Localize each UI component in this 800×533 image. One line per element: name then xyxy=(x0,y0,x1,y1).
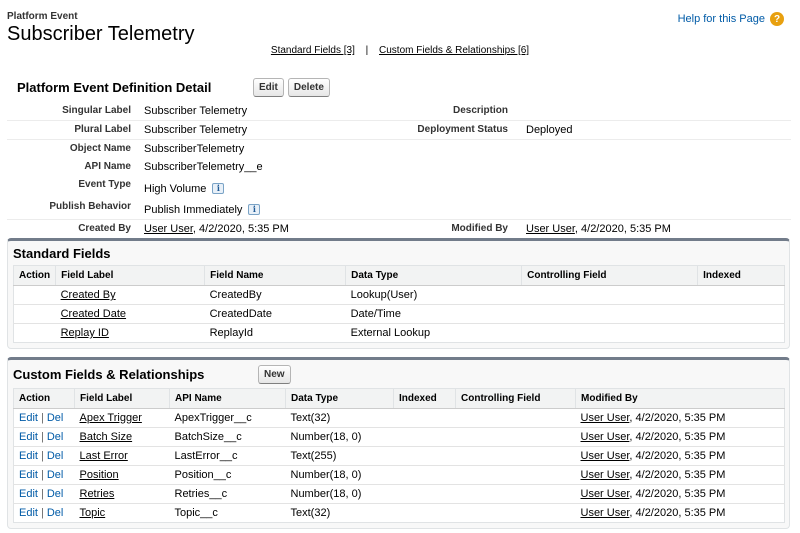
indexed-cell xyxy=(698,286,785,305)
custom-fields-title: Custom Fields & Relationships xyxy=(13,366,205,382)
indexed-cell xyxy=(698,305,785,324)
column-header: Controlling Field xyxy=(522,266,698,286)
data-type-cell: Date/Time xyxy=(346,305,522,324)
event-type-value: High Volume xyxy=(144,183,207,195)
edit-link[interactable]: Edit xyxy=(19,412,38,424)
modified-by-date: , 4/2/2020, 5:35 PM xyxy=(629,412,726,424)
column-header: API Name xyxy=(170,389,286,409)
object-name-value: SubscriberTelemetry xyxy=(144,143,245,155)
field-label-link[interactable]: Created By xyxy=(60,289,116,301)
field-name-cell: CreatedBy xyxy=(205,286,346,305)
column-header: Data Type xyxy=(286,389,394,409)
data-type-cell: Number(18, 0) xyxy=(286,485,394,504)
field-label-cell xyxy=(75,504,170,523)
controlling-field-cell xyxy=(456,409,576,428)
modified-by-date: , 4/2/2020, 5:35 PM xyxy=(629,507,726,519)
action-separator: | xyxy=(40,450,44,462)
definition-detail-section xyxy=(7,72,791,238)
deployment-status-value: Deployed xyxy=(526,121,791,140)
field-label-link[interactable]: Batch Size xyxy=(79,431,133,443)
column-header: Action xyxy=(14,389,75,409)
controlling-field-cell xyxy=(456,447,576,466)
api-name-label: API Name xyxy=(84,161,131,172)
detail-title: Platform Event Definition Detail xyxy=(17,79,212,95)
detail-row xyxy=(7,198,791,220)
controlling-field-cell xyxy=(456,428,576,447)
standard-fields-title: Standard Fields xyxy=(13,245,111,261)
table-row xyxy=(14,305,785,324)
page-header xyxy=(7,11,194,46)
table-header-row xyxy=(14,389,785,409)
delete-link[interactable]: Del xyxy=(46,469,64,481)
edit-link[interactable]: Edit xyxy=(19,450,38,462)
field-name-cell: ReplayId xyxy=(209,327,254,339)
indexed-cell xyxy=(394,485,456,504)
modified-by-cell xyxy=(576,466,785,485)
action-cell xyxy=(14,466,75,485)
delete-link[interactable]: Del xyxy=(46,412,64,424)
jumplink-custom-fields[interactable]: Custom Fields & Relationships [6] xyxy=(379,45,530,56)
column-header: Action xyxy=(14,266,56,286)
detail-row xyxy=(7,220,791,239)
field-label-link[interactable]: Last Error xyxy=(79,450,128,462)
singular-label-label: Singular Label xyxy=(7,102,144,121)
page-title: Subscriber Telemetry xyxy=(7,23,195,45)
table-row xyxy=(14,324,785,343)
field-label-cell xyxy=(75,428,170,447)
detail-row xyxy=(7,158,791,176)
column-header: Field Label xyxy=(75,389,170,409)
modified-by-user-link[interactable]: User User xyxy=(580,469,630,481)
standard-fields-table xyxy=(13,265,785,343)
jumplink-standard-fields[interactable]: Standard Fields [3] xyxy=(270,45,355,56)
modified-by-cell xyxy=(576,409,785,428)
plural-label-value: Subscriber Telemetry xyxy=(144,121,324,140)
singular-label-value: Subscriber Telemetry xyxy=(144,102,324,121)
edit-link[interactable]: Edit xyxy=(19,431,38,443)
detail-table xyxy=(7,102,791,238)
info-icon[interactable]: i xyxy=(248,204,260,215)
action-separator: | xyxy=(40,412,44,424)
action-cell xyxy=(14,409,75,428)
delete-link[interactable]: Del xyxy=(46,431,64,443)
field-label-cell xyxy=(56,305,205,324)
modified-by-user-link[interactable]: User User xyxy=(580,450,630,462)
table-row xyxy=(14,428,785,447)
field-label-cell xyxy=(75,485,170,504)
field-label-link[interactable]: Retries xyxy=(79,488,115,500)
detail-row xyxy=(7,121,791,140)
object-type-label: Platform Event xyxy=(7,11,78,22)
field-label-cell xyxy=(75,466,170,485)
api-name-cell: Retries__c xyxy=(170,485,286,504)
indexed-cell xyxy=(394,504,456,523)
publish-behavior-label: Publish Behavior xyxy=(49,201,131,212)
api-name-cell: Position__c xyxy=(170,466,286,485)
column-header: Modified By xyxy=(576,389,785,409)
action-cell xyxy=(14,324,56,343)
action-cell xyxy=(14,447,75,466)
delete-link[interactable]: Del xyxy=(46,488,64,500)
detail-header xyxy=(7,72,791,102)
table-row xyxy=(14,409,785,428)
action-cell xyxy=(14,286,56,305)
action-cell xyxy=(14,504,75,523)
modified-by-date: , 4/2/2020, 5:35 PM xyxy=(629,488,726,500)
created-by-date: , 4/2/2020, 5:35 PM xyxy=(192,223,289,235)
api-name-cell: LastError__c xyxy=(170,447,286,466)
data-type-cell: Text(255) xyxy=(286,447,394,466)
indexed-cell xyxy=(394,428,456,447)
field-label-cell xyxy=(56,324,205,343)
action-separator: | xyxy=(40,431,44,443)
help-section xyxy=(678,12,784,26)
modified-by-date: , 4/2/2020, 5:35 PM xyxy=(629,469,726,481)
table-row xyxy=(14,466,785,485)
field-label-link[interactable]: Apex Trigger xyxy=(79,412,142,424)
delete-button[interactable]: Delete xyxy=(288,78,330,97)
table-row xyxy=(14,485,785,504)
modified-by-cell xyxy=(576,485,785,504)
edit-link[interactable]: Edit xyxy=(19,488,38,500)
api-name-value: SubscriberTelemetry__e xyxy=(144,161,263,173)
field-label-cell xyxy=(75,447,170,466)
field-label-link[interactable]: Position xyxy=(79,469,119,481)
data-type-cell: Text(32) xyxy=(290,507,331,519)
field-name-cell: CreatedDate xyxy=(205,305,346,324)
edit-link[interactable]: Edit xyxy=(19,507,38,519)
modified-by-cell xyxy=(576,447,785,466)
standard-fields-header xyxy=(8,241,789,265)
modified-by-label: Modified By xyxy=(324,220,526,239)
created-by-cell xyxy=(144,220,324,239)
action-cell xyxy=(14,485,75,504)
created-by-label: Created By xyxy=(7,220,144,239)
event-type-label: Event Type xyxy=(78,179,131,190)
data-type-cell: Number(18, 0) xyxy=(286,466,394,485)
api-name-cell: Topic__c xyxy=(174,507,218,519)
deployment-status-label: Deployment Status xyxy=(324,121,526,140)
modified-by-user-link[interactable]: User User xyxy=(580,412,630,424)
action-cell xyxy=(14,428,75,447)
controlling-field-cell xyxy=(456,504,576,523)
description-label: Description xyxy=(324,102,526,121)
modified-by-user-link[interactable]: User User xyxy=(580,488,630,500)
indexed-cell xyxy=(394,447,456,466)
field-label-link[interactable]: Replay ID xyxy=(60,327,109,339)
controlling-field-cell xyxy=(522,286,698,305)
action-separator: | xyxy=(40,469,44,481)
custom-fields-header xyxy=(8,360,789,388)
column-header: Field Name xyxy=(205,266,346,286)
field-label-cell xyxy=(56,286,205,305)
custom-fields-section xyxy=(7,357,790,529)
data-type-cell: Lookup(User) xyxy=(346,286,522,305)
indexed-cell xyxy=(394,409,456,428)
modified-by-user-link[interactable]: User User xyxy=(580,507,630,519)
controlling-field-cell xyxy=(522,324,698,343)
data-type-cell: External Lookup xyxy=(350,327,431,339)
indexed-cell xyxy=(394,466,456,485)
action-separator: | xyxy=(40,488,44,500)
edit-link[interactable]: Edit xyxy=(19,469,38,481)
api-name-cell: BatchSize__c xyxy=(170,428,286,447)
event-type-cell xyxy=(144,176,324,198)
column-header: Indexed xyxy=(698,266,785,286)
modified-by-user-link[interactable]: User User xyxy=(526,223,575,235)
field-label-cell xyxy=(75,409,170,428)
delete-link[interactable]: Del xyxy=(46,507,64,519)
help-link[interactable]: Help for this Page xyxy=(677,13,765,25)
column-header: Data Type xyxy=(346,266,522,286)
table-row xyxy=(14,504,785,523)
new-field-button[interactable]: New xyxy=(258,365,291,384)
data-type-cell: Number(18, 0) xyxy=(286,428,394,447)
controlling-field-cell xyxy=(456,485,576,504)
column-header: Controlling Field xyxy=(456,389,576,409)
action-separator: | xyxy=(40,507,44,519)
object-name-label: Object Name xyxy=(69,143,131,154)
custom-fields-table xyxy=(13,388,785,523)
delete-link[interactable]: Del xyxy=(46,450,64,462)
detail-row xyxy=(7,176,791,198)
publish-behavior-value: Publish Immediately xyxy=(144,204,243,216)
controlling-field-cell xyxy=(456,466,576,485)
table-header-row xyxy=(14,266,785,286)
info-icon[interactable]: i xyxy=(212,183,224,194)
jumplinks xyxy=(0,45,800,56)
table-row xyxy=(14,286,785,305)
action-cell xyxy=(14,305,56,324)
edit-button[interactable]: Edit xyxy=(253,78,284,97)
column-header: Indexed xyxy=(394,389,456,409)
controlling-field-cell xyxy=(522,305,698,324)
jumplink-separator: | xyxy=(365,45,369,56)
api-name-cell: ApexTrigger__c xyxy=(170,409,286,428)
publish-behavior-cell xyxy=(144,198,324,220)
modified-by-user-link[interactable]: User User xyxy=(580,431,630,443)
description-value xyxy=(526,102,791,121)
standard-fields-section xyxy=(7,238,790,349)
modified-by-date: , 4/2/2020, 5:35 PM xyxy=(629,450,726,462)
modified-by-cell xyxy=(576,504,785,523)
modified-by-date: , 4/2/2020, 5:35 PM xyxy=(574,223,671,235)
data-type-cell: Text(32) xyxy=(286,409,394,428)
question-mark-icon[interactable]: ? xyxy=(770,12,784,26)
table-row xyxy=(14,447,785,466)
indexed-cell xyxy=(698,324,785,343)
detail-row xyxy=(7,140,791,159)
modified-by-cell xyxy=(576,428,785,447)
column-header: Field Label xyxy=(56,266,205,286)
modified-by-date: , 4/2/2020, 5:35 PM xyxy=(629,431,726,443)
field-label-link[interactable]: Created Date xyxy=(60,308,127,320)
created-by-user-link[interactable]: User User xyxy=(144,223,193,235)
modified-by-cell xyxy=(526,220,791,239)
plural-label-label: Plural Label xyxy=(7,121,144,140)
detail-row xyxy=(7,102,791,121)
field-label-link[interactable]: Topic xyxy=(79,507,106,519)
